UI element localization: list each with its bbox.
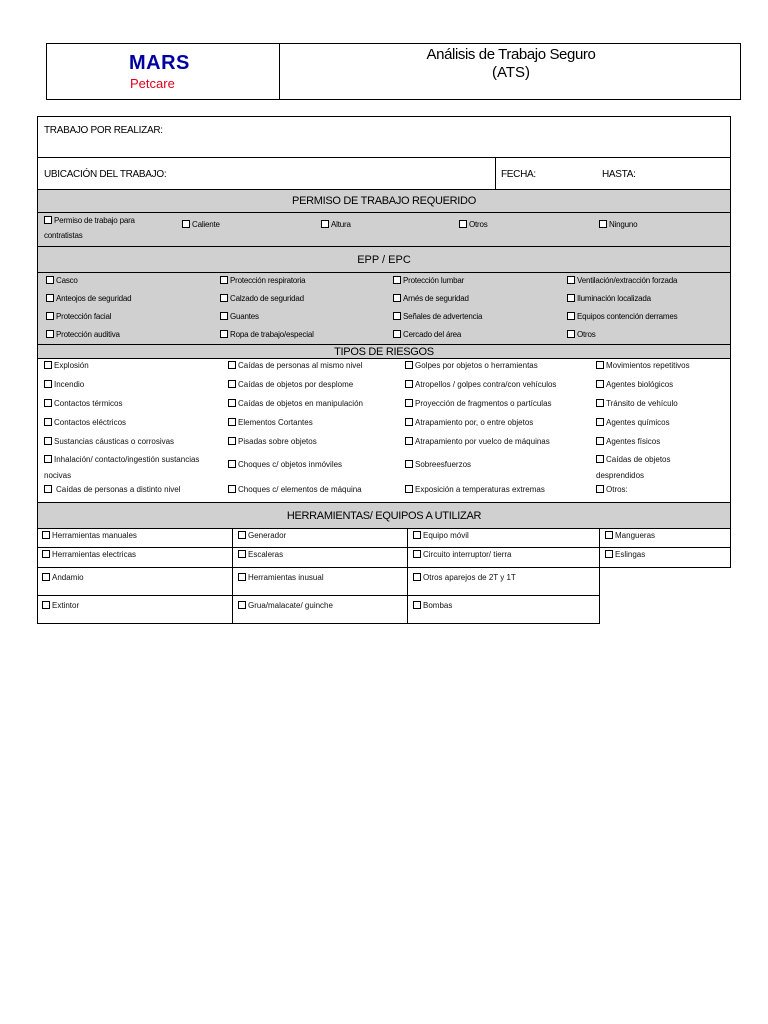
checkbox-icon[interactable] [405,361,413,369]
checkbox-icon[interactable] [596,380,604,388]
riesgo-desplome[interactable]: Caídas de objetos por desplome [228,380,353,390]
title-line-2: (ATS) [491,64,531,81]
checkbox-icon[interactable] [567,276,575,284]
riesgo-distinto-nivel[interactable]: Caídas de personas a distinto nivel [44,485,181,495]
checkbox-icon[interactable] [44,485,52,493]
herramientas-grid [37,528,731,624]
epp-title: EPP / EPC [357,254,411,266]
riesgo-atropellos[interactable]: Atropellos / golpes contra/con vehículos [405,380,556,390]
checkbox-icon[interactable] [599,220,607,228]
checkbox-icon[interactable] [413,531,421,539]
checkbox-icon[interactable] [44,216,52,224]
checkbox-icon[interactable] [405,380,413,388]
checkbox-icon[interactable] [393,330,401,338]
trabajo-colon: : [160,125,163,136]
permiso-contratistas[interactable]: Permiso de trabajo para [44,216,135,226]
riesgo-inhalacion-cont: nocivas [44,471,72,480]
checkbox-icon[interactable] [42,531,50,539]
checkbox-icon[interactable] [44,455,52,463]
fecha-label: FECHA: [501,169,536,180]
riesgo-biologicos[interactable]: Agentes biológicos [596,380,673,390]
riesgo-caidas-mismo-nivel[interactable]: Caídas de personas al mismo nivel [228,361,363,371]
epp-lumbar[interactable]: Protección lumbar [393,276,464,286]
checkbox-icon[interactable] [605,531,613,539]
riesgo-electricos[interactable]: Contactos eléctricos [44,418,126,428]
checkbox-icon[interactable] [46,330,54,338]
logo [47,44,280,99]
riesgos-header [38,345,730,359]
riesgos-title: TIPOS DE RIESGOS [334,346,434,358]
checkbox-icon[interactable] [413,550,421,558]
permiso-ninguno[interactable]: Ninguno [599,220,637,230]
permiso-header [38,190,730,213]
checkbox-icon[interactable] [42,550,50,558]
herr-equipo-movil[interactable]: Equipo móvil [413,531,469,541]
header-table [46,43,741,100]
permiso-options [38,213,730,247]
checkbox-icon[interactable] [596,437,604,445]
permiso-caliente[interactable]: Caliente [182,220,220,230]
checkbox-icon[interactable] [228,460,236,468]
epp-calzado[interactable]: Calzado de seguridad [220,294,304,304]
checkbox-icon[interactable] [405,460,413,468]
epp-casco[interactable]: Casco [46,276,78,286]
doc-title [281,46,741,82]
riesgo-temperaturas[interactable]: Exposición a temperaturas extremas [405,485,545,495]
trabajo-label: TRABAJO POR REALIZAR [44,125,161,136]
checkbox-icon[interactable] [228,361,236,369]
riesgo-otros[interactable]: Otros: [596,485,628,495]
checkbox-icon[interactable] [567,312,575,320]
riesgo-fisicos[interactable]: Agentes físicos [596,437,660,447]
checkbox-icon[interactable] [413,573,421,581]
epp-cercado[interactable]: Cercado del área [393,330,461,340]
checkbox-icon[interactable] [42,573,50,581]
checkbox-icon[interactable] [393,294,401,302]
riesgo-quimicos[interactable]: Agentes químicos [596,418,670,428]
checkbox-icon[interactable] [228,485,236,493]
checkbox-icon[interactable] [46,312,54,320]
ubicacion-label: UBICACIÓN DEL TRABAJO: [44,169,167,180]
checkbox-icon[interactable] [44,418,52,426]
checkbox-icon[interactable] [228,399,236,407]
checkbox-icon[interactable] [44,399,52,407]
checkbox-icon[interactable] [42,601,50,609]
checkbox-icon[interactable] [605,550,613,558]
riesgo-atrapamiento[interactable]: Atrapamiento por, o entre objetos [405,418,533,428]
checkbox-icon[interactable] [228,418,236,426]
checkbox-icon[interactable] [44,361,52,369]
riesgo-sobreesfuerzos[interactable]: Sobreesfuerzos [405,460,471,470]
herr-mangueras[interactable]: Mangueras [605,531,655,541]
logo-sub: Petcare [130,76,175,91]
epp-options [38,273,730,345]
herr-electricas[interactable]: Herramientas electricas [42,550,136,560]
checkbox-icon[interactable] [596,399,604,407]
riesgo-proyeccion[interactable]: Proyección de fragmentos o partículas [405,399,552,409]
permiso-altura[interactable]: Altura [321,220,351,230]
title-line-1: Análisis de Trabajo Seguro [426,46,596,63]
checkbox-icon[interactable] [182,220,190,228]
hasta-label: HASTA: [602,169,636,180]
permiso-otros[interactable]: Otros [459,220,488,230]
checkbox-icon[interactable] [405,437,413,445]
checkbox-icon[interactable] [567,330,575,338]
permiso-title: PERMISO DE TRABAJO REQUERIDO [292,195,476,207]
riesgo-desprendidos-cont: desprendidos [596,471,645,480]
herr-inusual[interactable]: Herramientas inusual [238,573,324,583]
checkbox-icon[interactable] [596,455,604,463]
checkbox-icon[interactable] [321,220,329,228]
riesgo-incendio[interactable]: Incendio [44,380,84,390]
checkbox-icon[interactable] [220,276,228,284]
checkbox-icon[interactable] [228,437,236,445]
herr-andamio[interactable]: Andamio [42,573,84,583]
riesgo-movimientos[interactable]: Movimientos repetitivos [596,361,690,371]
riesgo-termicos[interactable]: Contactos térmicos [44,399,122,409]
herramientas-header [37,502,731,529]
checkbox-icon[interactable] [405,418,413,426]
riesgo-transito[interactable]: Tránsito de vehículo [596,399,678,409]
checkbox-icon[interactable] [413,601,421,609]
herramientas-title: HERRAMIENTAS/ EQUIPOS A UTILIZAR [286,510,482,522]
herr-bombas[interactable]: Bombas [413,601,452,611]
epp-senales[interactable]: Señales de advertencia [393,312,482,322]
herr-generador[interactable]: Generador [238,531,286,541]
checkbox-icon[interactable] [393,312,401,320]
herr-eslingas[interactable]: Eslingas [605,550,645,560]
epp-otros[interactable]: Otros [567,330,596,340]
herr-grua[interactable]: Grua/malacate/ guinche [238,601,333,611]
epp-arnes[interactable]: Arnés de seguridad [393,294,469,304]
checkbox-icon[interactable] [405,485,413,493]
checkbox-icon[interactable] [220,312,228,320]
checkbox-icon[interactable] [220,294,228,302]
riesgo-causticas[interactable]: Sustancias cáusticas o corrosivas [44,437,174,447]
epp-iluminacion[interactable]: Iluminación localizada [567,294,651,304]
riesgo-choques-maquina[interactable]: Choques c/ elementos de máquina [228,485,362,495]
epp-ventilacion[interactable]: Ventilación/extracción forzada [567,276,677,286]
checkbox-icon[interactable] [46,294,54,302]
epp-ropa[interactable]: Ropa de trabajo/especial [220,330,314,340]
epp-respiratoria[interactable]: Protección respiratoria [220,276,305,286]
epp-auditiva[interactable]: Protección auditiva [46,330,120,340]
checkbox-icon[interactable] [596,418,604,426]
epp-facial[interactable]: Protección facial [46,312,111,322]
logo-brand: MARS [129,52,190,74]
herr-escaleras[interactable]: Escaleras [238,550,283,560]
herr-manuales[interactable]: Herramientas manuales [42,531,137,541]
checkbox-icon[interactable] [596,485,604,493]
checkbox-icon[interactable] [238,601,246,609]
riesgos-options [38,359,730,503]
riesgo-explosion[interactable]: Explosión [44,361,89,371]
epp-header [38,247,730,273]
checkbox-icon[interactable] [393,276,401,284]
checkbox-icon[interactable] [567,294,575,302]
riesgo-manipulacion[interactable]: Caídas de objetos en manipulación [228,399,363,409]
riesgo-desprendidos[interactable]: Caídas de objetos [596,455,671,465]
herr-circuito[interactable]: Circuito interruptor/ tierra [413,550,511,560]
checkbox-icon[interactable] [238,550,246,558]
riesgo-inhalacion[interactable]: Inhalación/ contacto/ingestión sustancias [44,455,199,465]
riesgo-cortantes[interactable]: Elementos Cortantes [228,418,313,428]
checkbox-icon[interactable] [596,361,604,369]
trabajo-row [38,117,730,158]
permiso-contratistas-cont: contratistas [44,231,83,240]
herr-extintor[interactable]: Extintor [42,601,79,611]
riesgo-vuelco[interactable]: Atrapamiento por vuelco de máquinas [405,437,550,447]
checkbox-icon[interactable] [238,573,246,581]
riesgo-pisadas[interactable]: Pisadas sobre objetos [228,437,317,447]
epp-guantes[interactable]: Guantes [220,312,259,322]
checkbox-icon[interactable] [405,399,413,407]
checkbox-icon[interactable] [44,380,52,388]
checkbox-icon[interactable] [459,220,467,228]
checkbox-icon[interactable] [220,330,228,338]
riesgo-golpes-objetos[interactable]: Golpes por objetos o herramientas [405,361,538,371]
riesgo-choques-inmoviles[interactable]: Choques c/ objetos inmóviles [228,460,342,470]
form-table [37,116,731,503]
epp-anteojos[interactable]: Anteojos de seguridad [46,294,131,304]
checkbox-icon[interactable] [44,437,52,445]
ubicacion-row [38,158,730,190]
checkbox-icon[interactable] [46,276,54,284]
epp-derrames[interactable]: Equipos contención derrames [567,312,677,322]
herr-aparejos[interactable]: Otros aparejos de 2T y 1T [413,573,516,583]
checkbox-icon[interactable] [228,380,236,388]
checkbox-icon[interactable] [238,531,246,539]
